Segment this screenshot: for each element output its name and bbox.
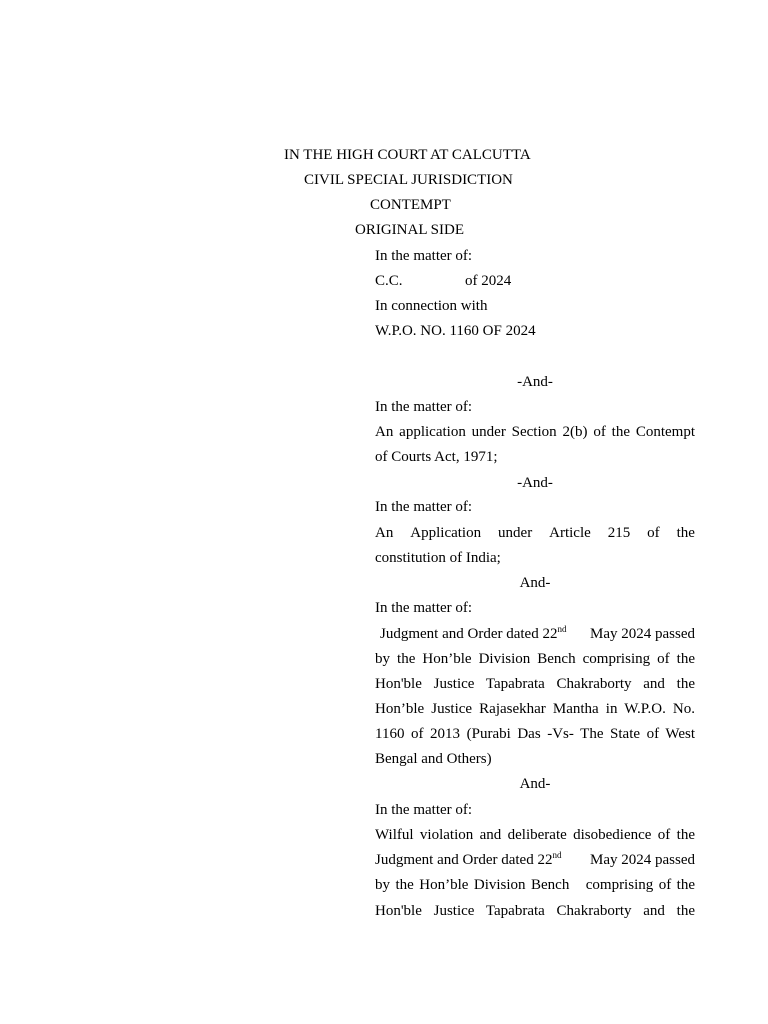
connection-label: In connection with bbox=[375, 298, 488, 314]
text-fragment: Judgment and Order dated 22 bbox=[375, 852, 553, 868]
cc-label: C.C. bbox=[375, 273, 403, 289]
judgment-text-line: by the Hon’ble Division Bench comprising of the bbox=[375, 651, 695, 667]
text-fragment: Judgment and Order dated 22 bbox=[380, 626, 558, 642]
word: under bbox=[498, 525, 533, 541]
wilful-text-line bbox=[375, 851, 695, 869]
judgment-date-text bbox=[380, 625, 566, 643]
judgment-text-line bbox=[380, 625, 695, 643]
article-text-line bbox=[375, 524, 695, 542]
judgment-text-line: Hon’ble Justice Rajasekhar Mantha in W.P.O. No. bbox=[375, 701, 695, 717]
contempt-title: CONTEMPT bbox=[370, 197, 451, 213]
judgment-text-line: Hon'ble Justice Tapabrata Chakraborty and the bbox=[375, 676, 695, 692]
wilful-text-line: by the Hon’ble Division Bench comprising of the bbox=[375, 877, 695, 893]
article-text-line: constitution of India; bbox=[375, 550, 501, 566]
text-fragment: May 2024 passed bbox=[590, 852, 695, 868]
side-title: ORIGINAL SIDE bbox=[355, 222, 465, 238]
application-text-line: An application under Section 2(b) of the Contempt bbox=[375, 424, 695, 440]
word: Article bbox=[549, 525, 591, 541]
and-separator: And- bbox=[519, 776, 551, 792]
wpo-number: W.P.O. NO. 1160 OF 2024 bbox=[375, 323, 536, 339]
ordinal-suffix: nd bbox=[552, 850, 562, 860]
text-fragment: May 2024 passed bbox=[590, 626, 695, 642]
and-separator: And- bbox=[519, 575, 551, 591]
matter-of-label: In the matter of: bbox=[375, 399, 473, 415]
matter-of-label: In the matter of: bbox=[375, 248, 473, 264]
judgment-text-line: 1160 of 2013 (Purabi Das -Vs- The State of West bbox=[375, 726, 695, 742]
word: of bbox=[647, 525, 660, 541]
wilful-text-line: Hon'ble Justice Tapabrata Chakraborty and the bbox=[375, 903, 695, 919]
word: 215 bbox=[607, 525, 631, 541]
word: An bbox=[375, 525, 394, 541]
word: Application bbox=[410, 525, 482, 541]
and-separator: -And- bbox=[517, 374, 553, 390]
application-text-line: of Courts Act, 1971; bbox=[375, 449, 498, 465]
wilful-text-line: Wilful violation and deliberate disobedience of the bbox=[375, 827, 695, 843]
cc-year: of 2024 bbox=[465, 273, 512, 289]
and-separator: -And- bbox=[517, 475, 553, 491]
judgment-text-line: Bengal and Others) bbox=[375, 751, 492, 767]
matter-of-label: In the matter of: bbox=[375, 600, 473, 616]
court-title: IN THE HIGH COURT AT CALCUTTA bbox=[284, 147, 531, 163]
ordinal-suffix: nd bbox=[557, 624, 567, 634]
jurisdiction-title: CIVIL SPECIAL JURISDICTION bbox=[304, 172, 513, 188]
matter-of-label: In the matter of: bbox=[375, 802, 473, 818]
wilful-date-text bbox=[375, 851, 561, 869]
matter-of-label: In the matter of: bbox=[375, 499, 473, 515]
word: the bbox=[676, 525, 695, 541]
